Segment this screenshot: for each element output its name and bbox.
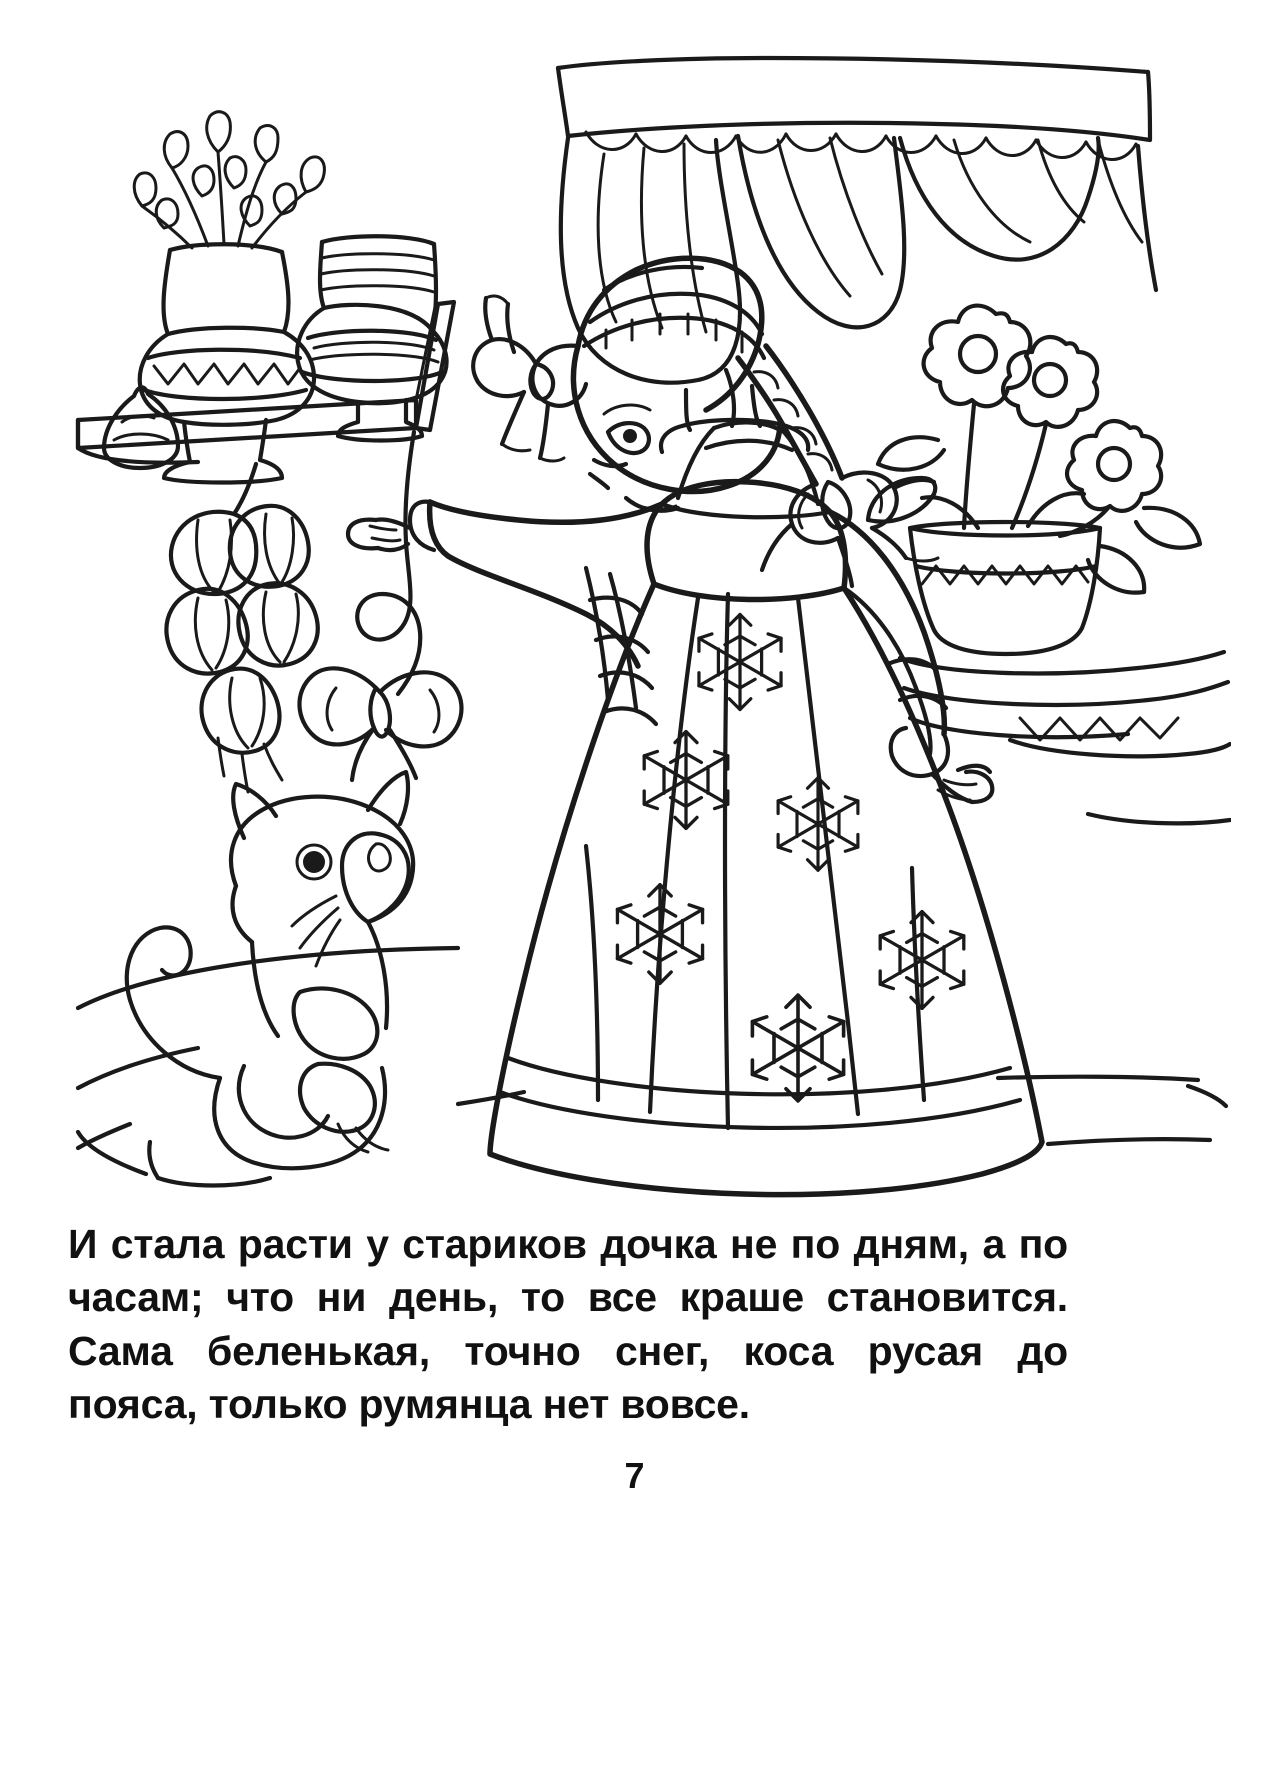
ribbon-with-bow <box>299 432 461 780</box>
illustration-snow-maiden-with-kitten <box>38 28 1231 1198</box>
garlic-braid <box>166 464 317 792</box>
bow-knot-left <box>299 668 461 780</box>
vase-striped <box>297 236 446 440</box>
curtain-group <box>558 58 1156 383</box>
page-caption <box>68 1218 1068 1431</box>
table-right <box>900 652 1230 823</box>
vase-with-wheat <box>134 112 324 483</box>
page-number: 7 <box>624 1455 645 1496</box>
head-bow <box>473 296 586 461</box>
caption-paragraph: И стала расти у стариков дочка не по дням, а по часам; что ни день, то все краше становится. Сама беленькая, точно снег, коса русая до пояса, только румянца нет вовсе. <box>68 1221 1068 1427</box>
small-jar <box>104 387 178 468</box>
